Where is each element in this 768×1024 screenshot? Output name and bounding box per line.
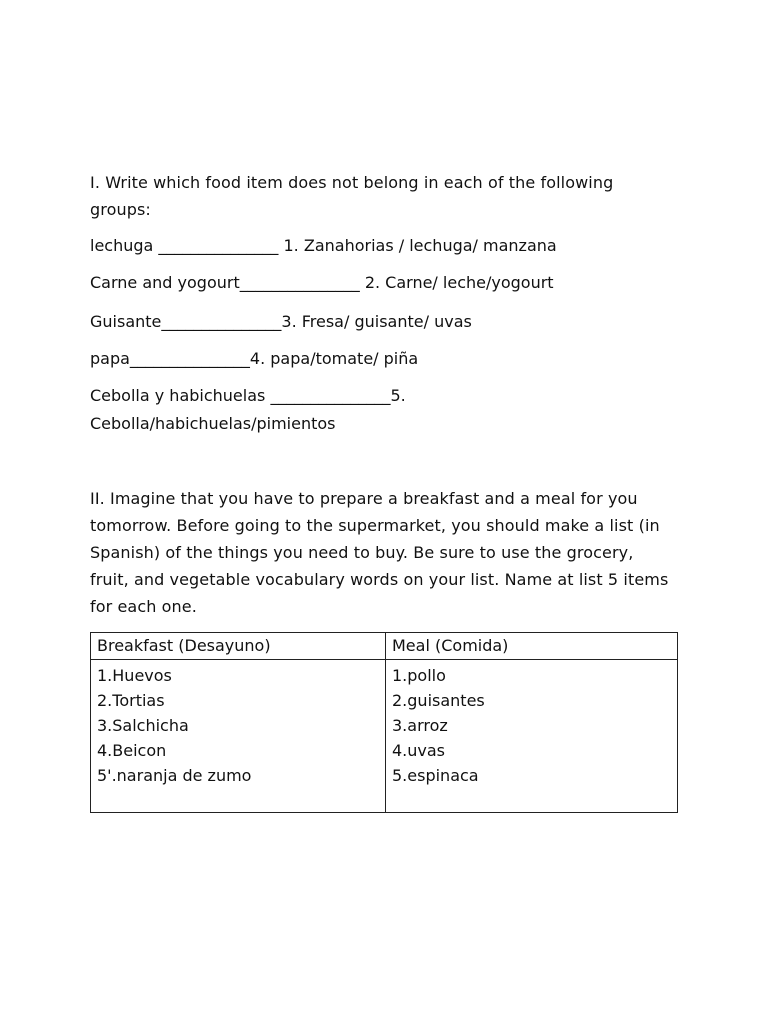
group-row-5-continued: Cebolla/habichuelas/pimientos [90, 414, 336, 433]
breakfast-list-cell [91, 660, 386, 813]
breakfast-item-5: 5'.naranja de zumo [97, 766, 252, 785]
breakfast-item-3: 3.Salchicha [97, 716, 189, 735]
breakfast-item-2: 2.Tortias [97, 691, 165, 710]
section-2-line-3: Spanish) of the things you need to buy. Be sure to use the grocery, [90, 543, 634, 562]
breakfast-header: Breakfast (Desayuno) [91, 633, 386, 660]
section-2-line-5: for each one. [90, 597, 197, 616]
meal-item-5: 5.espinaca [392, 766, 479, 785]
meal-item-2: 2.guisantes [392, 691, 485, 710]
shopping-list-table [90, 632, 678, 813]
section-2-line-1: II. Imagine that you have to prepare a breakfast and a meal for you [90, 489, 638, 508]
group-row-1: lechuga _______________ 1. Zanahorias / lechuga/ manzana [90, 236, 557, 255]
section-2-line-2: tomorrow. Before going to the supermarket, you should make a list (in [90, 516, 660, 535]
table-row [91, 660, 678, 813]
meal-item-1: 1.pollo [392, 666, 446, 685]
table-header-row [91, 633, 678, 660]
section-1-instructions [90, 169, 690, 223]
section-1-heading-line-2: groups: [90, 200, 151, 219]
section-2-line-4: fruit, and vegetable vocabulary words on your list. Name at list 5 items [90, 570, 669, 589]
group-row-3: Guisante_______________3. Fresa/ guisante/ uvas [90, 312, 472, 331]
group-row-4: papa_______________4. papa/tomate/ piña [90, 349, 419, 368]
breakfast-item-4: 4.Beicon [97, 741, 167, 760]
meal-item-4: 4.uvas [392, 741, 446, 760]
section-1-heading-line-1: I. Write which food item does not belong in each of the following [90, 173, 614, 192]
group-row-2: Carne and yogourt_______________ 2. Carne/ leche/yogourt [90, 273, 554, 292]
section-2-instructions [90, 485, 690, 620]
breakfast-item-1: 1.Huevos [97, 666, 172, 685]
meal-item-3: 3.arroz [392, 716, 448, 735]
group-row-5: Cebolla y habichuelas _______________5. [90, 386, 406, 405]
meal-header: Meal (Comida) [386, 633, 678, 660]
meal-list-cell [386, 660, 678, 813]
